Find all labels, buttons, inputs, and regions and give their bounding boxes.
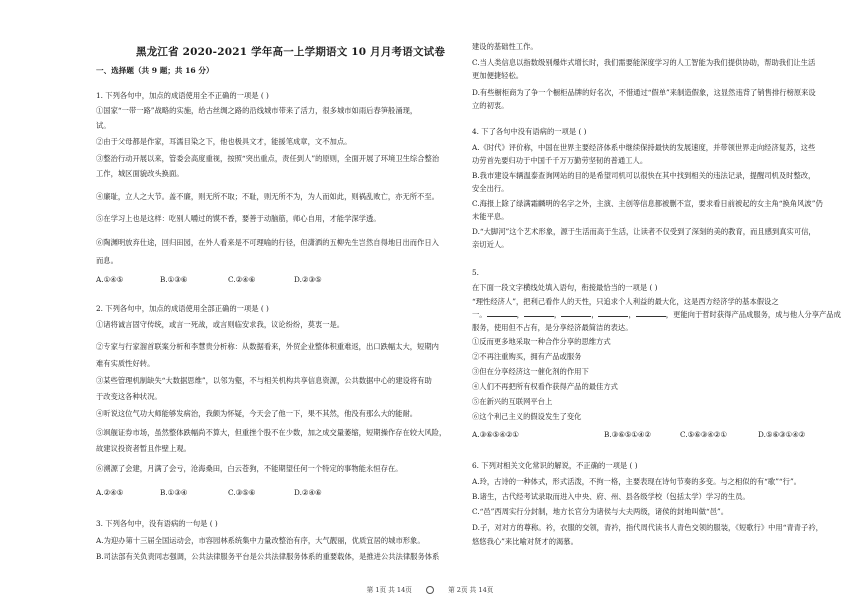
q1-sentence-4: ④廉耻，立人之大节。盖不廉，则无所不取；不耻，则无所不为，为人而如此，则祸乱败亡，亦无所不至。 (96, 192, 439, 201)
page-number-right: 第 2页 共 14页 (448, 586, 494, 594)
q5-item-2: ②不再注重购买，拥有产品或服务 (472, 352, 582, 361)
q6-option-d-cont: 悠悠我心”来比喻对贤才的渴慕。 (472, 537, 578, 546)
q6-option-a[interactable]: A.玲，古诗的一种体式，形式活泼，不拘一格，主要表现在诗句节奏的多变。与之相似的有“歌”“行”。 (472, 477, 801, 486)
q4-option-c[interactable]: C.海报上除了绿满霜麟明的名字之外，主演、主创等信息都被删不宣，要求看日前被起的女主角“换角风波”仍 (472, 199, 823, 208)
blank-3 (561, 316, 591, 317)
q3-option-b-cont: 建设的基础性工作。 (472, 42, 538, 51)
q1-option-b[interactable]: B.①③⑥ (160, 275, 188, 284)
q2-sentence-3: ③某些管理机制缺失“大数据思维”，以邻为壑，不与相关机构共享信息资源，公共数据中心的建设将有助 (96, 376, 432, 385)
q2-sentence-5: ⑤飒舰证券市场，虽然整体跌幅尚不算大，但重挫个股不在少数，加之成交量萎缩，短期操作存在较大风险， (96, 428, 447, 437)
q3-option-d-cont: 立的初衷。 (472, 101, 509, 110)
q5-stem: 在下面一段文字横线处填入语句，衔接最恰当的一项是 ( ) (472, 283, 658, 292)
q2-option-c[interactable]: C.③⑤⑥ (228, 488, 256, 497)
q2-sentence-4: ④听说这位气功大师能够发病治，我颇为怀疑，今天会了他一下，果不其然，他没有那么大的能耐。 (96, 409, 418, 418)
q1-sentence-1-cont: 试。 (96, 121, 111, 130)
q2-sentence-2-cont: 难有实质性好转。 (96, 359, 155, 368)
q4-option-b-cont: 安全出行。 (472, 184, 509, 193)
q2-option-a[interactable]: A.②④⑤ (96, 488, 124, 497)
q4-option-a-cont: 功劳首先要归功于中国千千万万勤劳坚韧的普通工人。 (472, 156, 648, 165)
q3-stem: 3. 下列各句中，没有语病的一句是 ( ) (96, 519, 218, 528)
center-circle-icon (426, 586, 434, 594)
q4-option-b[interactable]: B.我市建设车辆温泰查询网站的目的是希望司机可以很快在其中找到相关的违法记录，提醒司机及时整改， (472, 171, 816, 180)
q1-sentence-3: ③整治行动开展以来，管委会高度重视，按照“突出重点，责任到人”的原则，全面开展了环境卫生综合整治 (96, 154, 440, 163)
q1-stem: 1. 下列各句中，加点的成语使用全不正确的一项是 ( ) (96, 91, 269, 100)
section-heading: 一、选择题（共 9 题；共 16 分） (96, 66, 214, 75)
q4-option-d[interactable]: D.“大脚河”这个艺术形象，源于生活而高于生活，让读者不仅受到了深刻的美的教育，而且感到真实可信， (472, 227, 816, 236)
q2-sentence-1: ①诸将诚言固守传统，或言一死战，或言则临安求我，议论纷纷，莫衷一是。 (96, 320, 345, 329)
q1-option-d[interactable]: D.②③⑤ (294, 275, 322, 284)
blank-5 (636, 316, 666, 317)
q2-sentence-5-cont: 故建议投资者暂且作壁上观。 (96, 444, 191, 453)
q5-passage-1: “理性经济人”，把利己看作人的天性，只追求个人利益的最大化，这是西方经济学的基本假设之 (472, 297, 779, 306)
q4-stem: 4. 下了各句中没有语病的一项是 ( ) (472, 127, 587, 136)
q3-option-c[interactable]: C.当人类信息以指数级别爆炸式增长时，我们需要能深度学习的人工智能为我们提供协助，帮助我们让生活 (472, 58, 816, 67)
q1-sentence-1: ①国家“一带一路”战略的实施，给古丝绸之路的沿线城市带来了活力，很多城市如雨后春笋般涌现， (96, 106, 418, 115)
blank-4 (598, 316, 628, 317)
q2-option-d[interactable]: D.②④⑥ (294, 488, 322, 497)
q4-option-a[interactable]: A.《时代》评价称，中国在世界主要经济体系中继续保持最快的发展速度，并带领世界走向经济复苏，这些 (472, 143, 816, 152)
q5-option-b[interactable]: B.③⑥⑤①④② (604, 430, 651, 439)
q5-item-4: ④人们不再把所有权看作获得产品的最佳方式 (472, 382, 618, 391)
q5-item-6: ⑥这个利己主义的假设发生了变化 (472, 412, 582, 421)
q2-option-b[interactable]: B.①③④ (160, 488, 188, 497)
q3-option-d[interactable]: D.有些橱柜商为了争一个橱柜品牌的好名次，不惜通过“假单”来制造假象，这显然违背了销售排行榜原来设 (472, 88, 816, 97)
q1-sentence-2: ②由于父母都是作家，耳濡目染之下，他也极具文才，能援笔成章，文不加点。 (96, 137, 352, 146)
q3-option-b[interactable]: B.司法部有关负责同志强调，公共法律服务平台是公共法律服务体系的重要载体，是推进公共法律服务体系 (96, 552, 440, 561)
q5-option-d[interactable]: D.⑤⑥③①④② (758, 430, 806, 439)
q1-option-a[interactable]: A.①④⑤ (96, 275, 124, 284)
q4-option-c-cont: 未能平息。 (472, 212, 509, 221)
q1-sentence-5: ⑤在学习上也是这样：吃别人嚼过的馍不香，要善于动脑筋，师心自用，才能学深学透。 (96, 214, 381, 223)
q5-item-1: ①反而更多地采取一种合作分享的思维方式 (472, 337, 611, 346)
q5-item-3: ③但在分享经济这一催化剂的作用下 (472, 367, 589, 376)
q1-sentence-3-cont: 工作，城区面貌改头换面。 (96, 169, 184, 178)
exam-title: 黑龙江省 2020-2021 学年高一上学期语文 10 月月考语文试卷 (136, 46, 446, 58)
q5-option-a[interactable]: A.③⑥⑤④②① (472, 430, 519, 439)
page-number-left: 第 1页 共 14页 (366, 586, 412, 594)
q1-option-c[interactable]: C.②④⑥ (228, 275, 256, 284)
q1-sentence-6: ⑥陶渊明放弃仕途，回归田园，在外人看来是不可理喻的行径，但潇洒的五柳先生岂然自得地日出而作日入 (96, 238, 439, 247)
q6-stem: 6. 下列对相关文化常识的解说，不正确的一项是 ( ) (472, 461, 638, 470)
q2-sentence-6: ⑥溯源了会建，月满了会亏，沧海桑田，白云苍狗，不能期望任何一个特定的事物能永恒存在。 (96, 464, 403, 473)
q5-passage-2b: ，更能向于哲时获得产品成服务，成与他人分享产品成 (665, 310, 841, 319)
q6-option-d[interactable]: D.子，对对方的尊称。衿，衣服的交领，青衿，指代周代读书人青色交领的服装，《短歌行》中用“青青子衿， (472, 523, 823, 532)
q4-option-d-cont: 亲切近人。 (472, 240, 509, 249)
page-footer (0, 584, 860, 594)
blank-1 (487, 316, 517, 317)
q5-passage-2a: 一。 (472, 310, 487, 319)
q2-sentence-2: ②专家与行家溜首联案分析和李慧贵分析称：从数据看来，外贸企业整体积重难返，出口跌幅太大，短期内 (96, 342, 439, 351)
q2-stem: 2. 下列各句中，加点的成语使用全部正确的一项是 ( ) (96, 304, 269, 313)
q1-sentence-6-cont: 而息。 (96, 256, 118, 265)
q2-sentence-3-cont: 于改变这各种状况。 (96, 392, 162, 401)
q5-passage-3: 服务，使用但不占有，是分享经济最简洁的表达。 (472, 323, 633, 332)
q5-number: 5. (472, 268, 479, 277)
blank-2 (524, 316, 554, 317)
q5-passage-2: 一。 ， ， ， ， ，更能向于哲时获得产品成服务，成与他人分享产品成 (472, 310, 841, 319)
q5-option-c[interactable]: C.⑤⑥③④②① (680, 430, 727, 439)
q5-item-5: ⑤在新兴的互联网平台上 (472, 397, 553, 406)
q6-option-c[interactable]: C.“邑”西周实行分封制，地方长官分为诸侯与大夫两级，诸侯的封地叫做“邑”。 (472, 507, 729, 516)
q3-option-c-cont: 更加便捷轻松。 (472, 71, 524, 80)
q3-option-a[interactable]: A.为迎办第十三届全国运动会，市容园林系统集中力量改整治有序，大气靓丽，优质宜居的城市形象。 (96, 536, 425, 545)
q6-option-b[interactable]: B.诸生，古代经考试录取而进入中央、府、州、县各级学校（包括太学）学习的生员。 (472, 492, 750, 501)
